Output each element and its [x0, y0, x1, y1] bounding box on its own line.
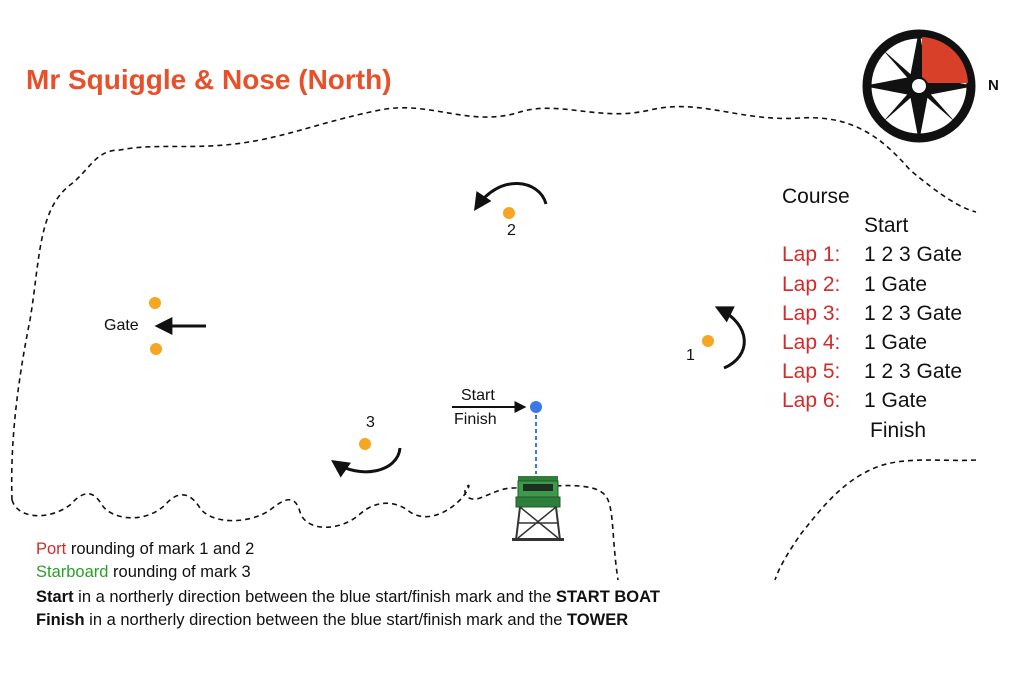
starboard-word: Starboard	[36, 563, 109, 581]
finish-rest: in a northerly direction between the blue start/finish mark and the	[84, 611, 568, 629]
lap-marks: 1 2 3 Gate	[864, 243, 963, 267]
port-word: Port	[36, 540, 67, 558]
lap-label: Lap 5:	[782, 360, 841, 384]
lap-label: Lap 3:	[782, 301, 841, 325]
start-note	[36, 586, 660, 609]
course-legend	[782, 182, 962, 445]
course-finish: Finish	[870, 418, 927, 442]
lap-marks: 1 2 3 Gate	[864, 360, 963, 384]
lap-label: Lap 1:	[782, 243, 841, 267]
finish-label: Finish	[454, 411, 497, 428]
lap-marks: 1 Gate	[864, 331, 928, 355]
mark1-rounding-arrow	[718, 308, 744, 368]
page-title: Mr Squiggle & Nose (North)	[26, 64, 392, 95]
lap-marks: 1 Gate	[864, 272, 928, 296]
start-label: Start	[461, 387, 495, 404]
finish-word: Finish	[36, 611, 85, 629]
compass-rose-icon	[863, 30, 975, 142]
compass-north-label: N	[988, 77, 999, 94]
starboard-rest: rounding of mark 3	[108, 563, 251, 581]
start-boat: START BOAT	[556, 588, 660, 606]
starboard-note	[36, 561, 660, 584]
course-notes	[36, 538, 660, 632]
lap-row	[782, 299, 962, 328]
finish-tower: TOWER	[567, 611, 629, 629]
lap-label: Lap 2:	[782, 272, 841, 296]
lap-marks: 1 Gate	[864, 389, 928, 413]
lap-row	[782, 270, 962, 299]
lap-label: Lap 6:	[782, 389, 841, 413]
mark1-buoy	[702, 335, 714, 347]
gate-buoy-south	[150, 343, 162, 355]
tower-icon	[512, 476, 564, 541]
start-finish-mark	[530, 401, 542, 413]
lap-row	[782, 328, 962, 357]
finish-note	[36, 609, 660, 632]
gate-buoy-north	[149, 297, 161, 309]
port-rest: rounding of mark 1 and 2	[66, 540, 255, 558]
lap-row	[782, 240, 962, 269]
lap-row	[782, 386, 962, 415]
mark3-label: 3	[366, 414, 375, 431]
mark2-buoy	[503, 207, 515, 219]
lap-marks: 1 2 3 Gate	[864, 301, 963, 325]
shoreline-east	[775, 460, 976, 580]
gate-label: Gate	[104, 317, 139, 334]
port-note	[36, 538, 660, 561]
course-heading: Course	[782, 185, 850, 208]
mark2-rounding-arrow	[476, 183, 546, 208]
mark3-rounding-arrow	[334, 448, 400, 472]
course-start: Start	[864, 214, 909, 238]
mark3-buoy	[359, 438, 371, 450]
lap-label: Lap 4:	[782, 331, 841, 355]
lap-row	[782, 357, 962, 386]
mark2-label: 2	[507, 222, 516, 239]
start-rest: in a northerly direction between the blue start/finish mark and the	[73, 588, 557, 606]
mark1-label: 1	[686, 347, 695, 364]
start-word: Start	[36, 588, 74, 606]
